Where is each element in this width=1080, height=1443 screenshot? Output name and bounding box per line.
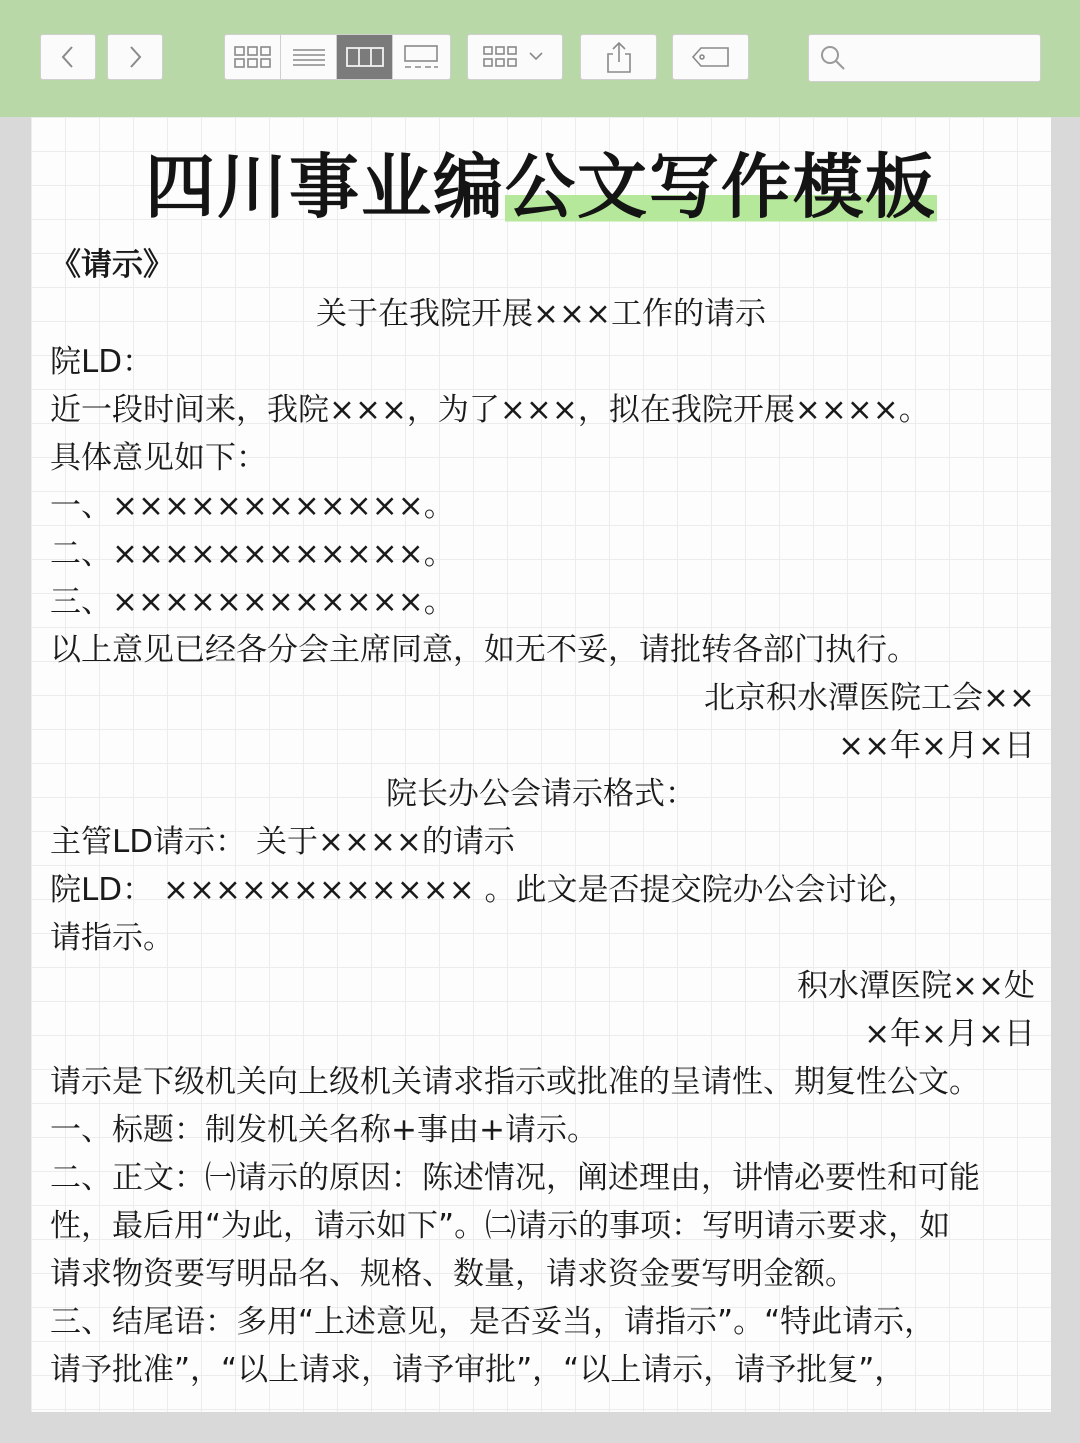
finder-toolbar	[0, 0, 1080, 117]
description-1: 请示是下级机关向上级机关请求指示或批准的呈请性、期复性公文。	[50, 1064, 980, 1100]
format-line-3: 请指示。	[50, 920, 174, 956]
description-2: 一、标题：制发机关名称+事由+请示。	[50, 1112, 598, 1148]
document-page	[31, 117, 1051, 1412]
share-icon	[604, 40, 634, 74]
description-6: 三、结尾语：多用“上述意见，是否妥当，请指示”。“特此请示，	[50, 1304, 936, 1340]
view-switcher	[224, 34, 451, 80]
tag-icon	[691, 45, 731, 69]
list-item: 一、××××××××××××。	[50, 488, 455, 524]
paragraph-3: 以上意见已经各分会主席同意，如无不妥，请批转各部门执行。	[50, 632, 918, 668]
chevron-right-icon	[125, 44, 145, 70]
format-title: 院长办公会请示格式：	[386, 776, 696, 812]
list-view-icon	[291, 45, 327, 69]
grid-view-button[interactable]	[225, 35, 281, 79]
gallery-view-icon	[401, 44, 441, 70]
format-line-1: 主管LD请示： 关于××××的请示	[50, 824, 515, 860]
date-1: ××年×月×日	[838, 728, 1035, 764]
description-3: 二、正文：㈠请示的原因：陈述情况，阐述理由，讲情必要性和可能	[50, 1160, 980, 1196]
group-by-button[interactable]	[467, 34, 563, 80]
format-line-2: 院LD： ×××××××××××× 。此文是否提交院办公会讨论，	[50, 872, 919, 908]
forward-button[interactable]	[107, 34, 163, 80]
column-view-icon	[345, 46, 385, 68]
grid-view-icon	[233, 44, 273, 70]
group-by-icon	[480, 44, 550, 70]
column-view-button[interactable]	[337, 35, 393, 79]
list-view-button[interactable]	[281, 35, 337, 79]
signature-2: 积水潭医院××处	[797, 968, 1035, 1004]
title-highlight: 公文写作模板	[505, 146, 937, 228]
date-2: ×年×月×日	[864, 1016, 1035, 1052]
paragraph-1: 近一段时间来，我院×××，为了×××，拟在我院开展××××。	[50, 392, 930, 428]
gallery-view-button[interactable]	[393, 35, 449, 79]
share-button[interactable]	[580, 34, 657, 80]
tag-button[interactable]	[672, 34, 749, 80]
search-icon	[819, 44, 847, 72]
addressee: 院LD：	[50, 344, 154, 380]
signature-1: 北京积水潭医院工会××	[704, 680, 1035, 716]
page-title	[31, 147, 1051, 227]
list-item: 二、××××××××××××。	[50, 536, 455, 572]
search-field[interactable]	[808, 34, 1041, 82]
section-heading: 《请示》	[50, 247, 174, 283]
request-subtitle: 关于在我院开展×××工作的请示	[316, 296, 766, 332]
chevron-left-icon	[58, 44, 78, 70]
back-button[interactable]	[40, 34, 96, 80]
description-5: 请求物资要写明品名、规格、数量，请求资金要写明金额。	[50, 1256, 856, 1292]
paragraph-2: 具体意见如下：	[50, 440, 267, 476]
description-4: 性，最后用“为此，请示如下”。㈡请示的事项：写明请示要求，如	[50, 1208, 951, 1244]
description-7: 请予批准”，“以上请求，请予审批”，“以上请示，请予批复”，	[50, 1352, 906, 1388]
title-plain: 四川事业编	[145, 146, 505, 228]
list-item: 三、××××××××××××。	[50, 584, 455, 620]
